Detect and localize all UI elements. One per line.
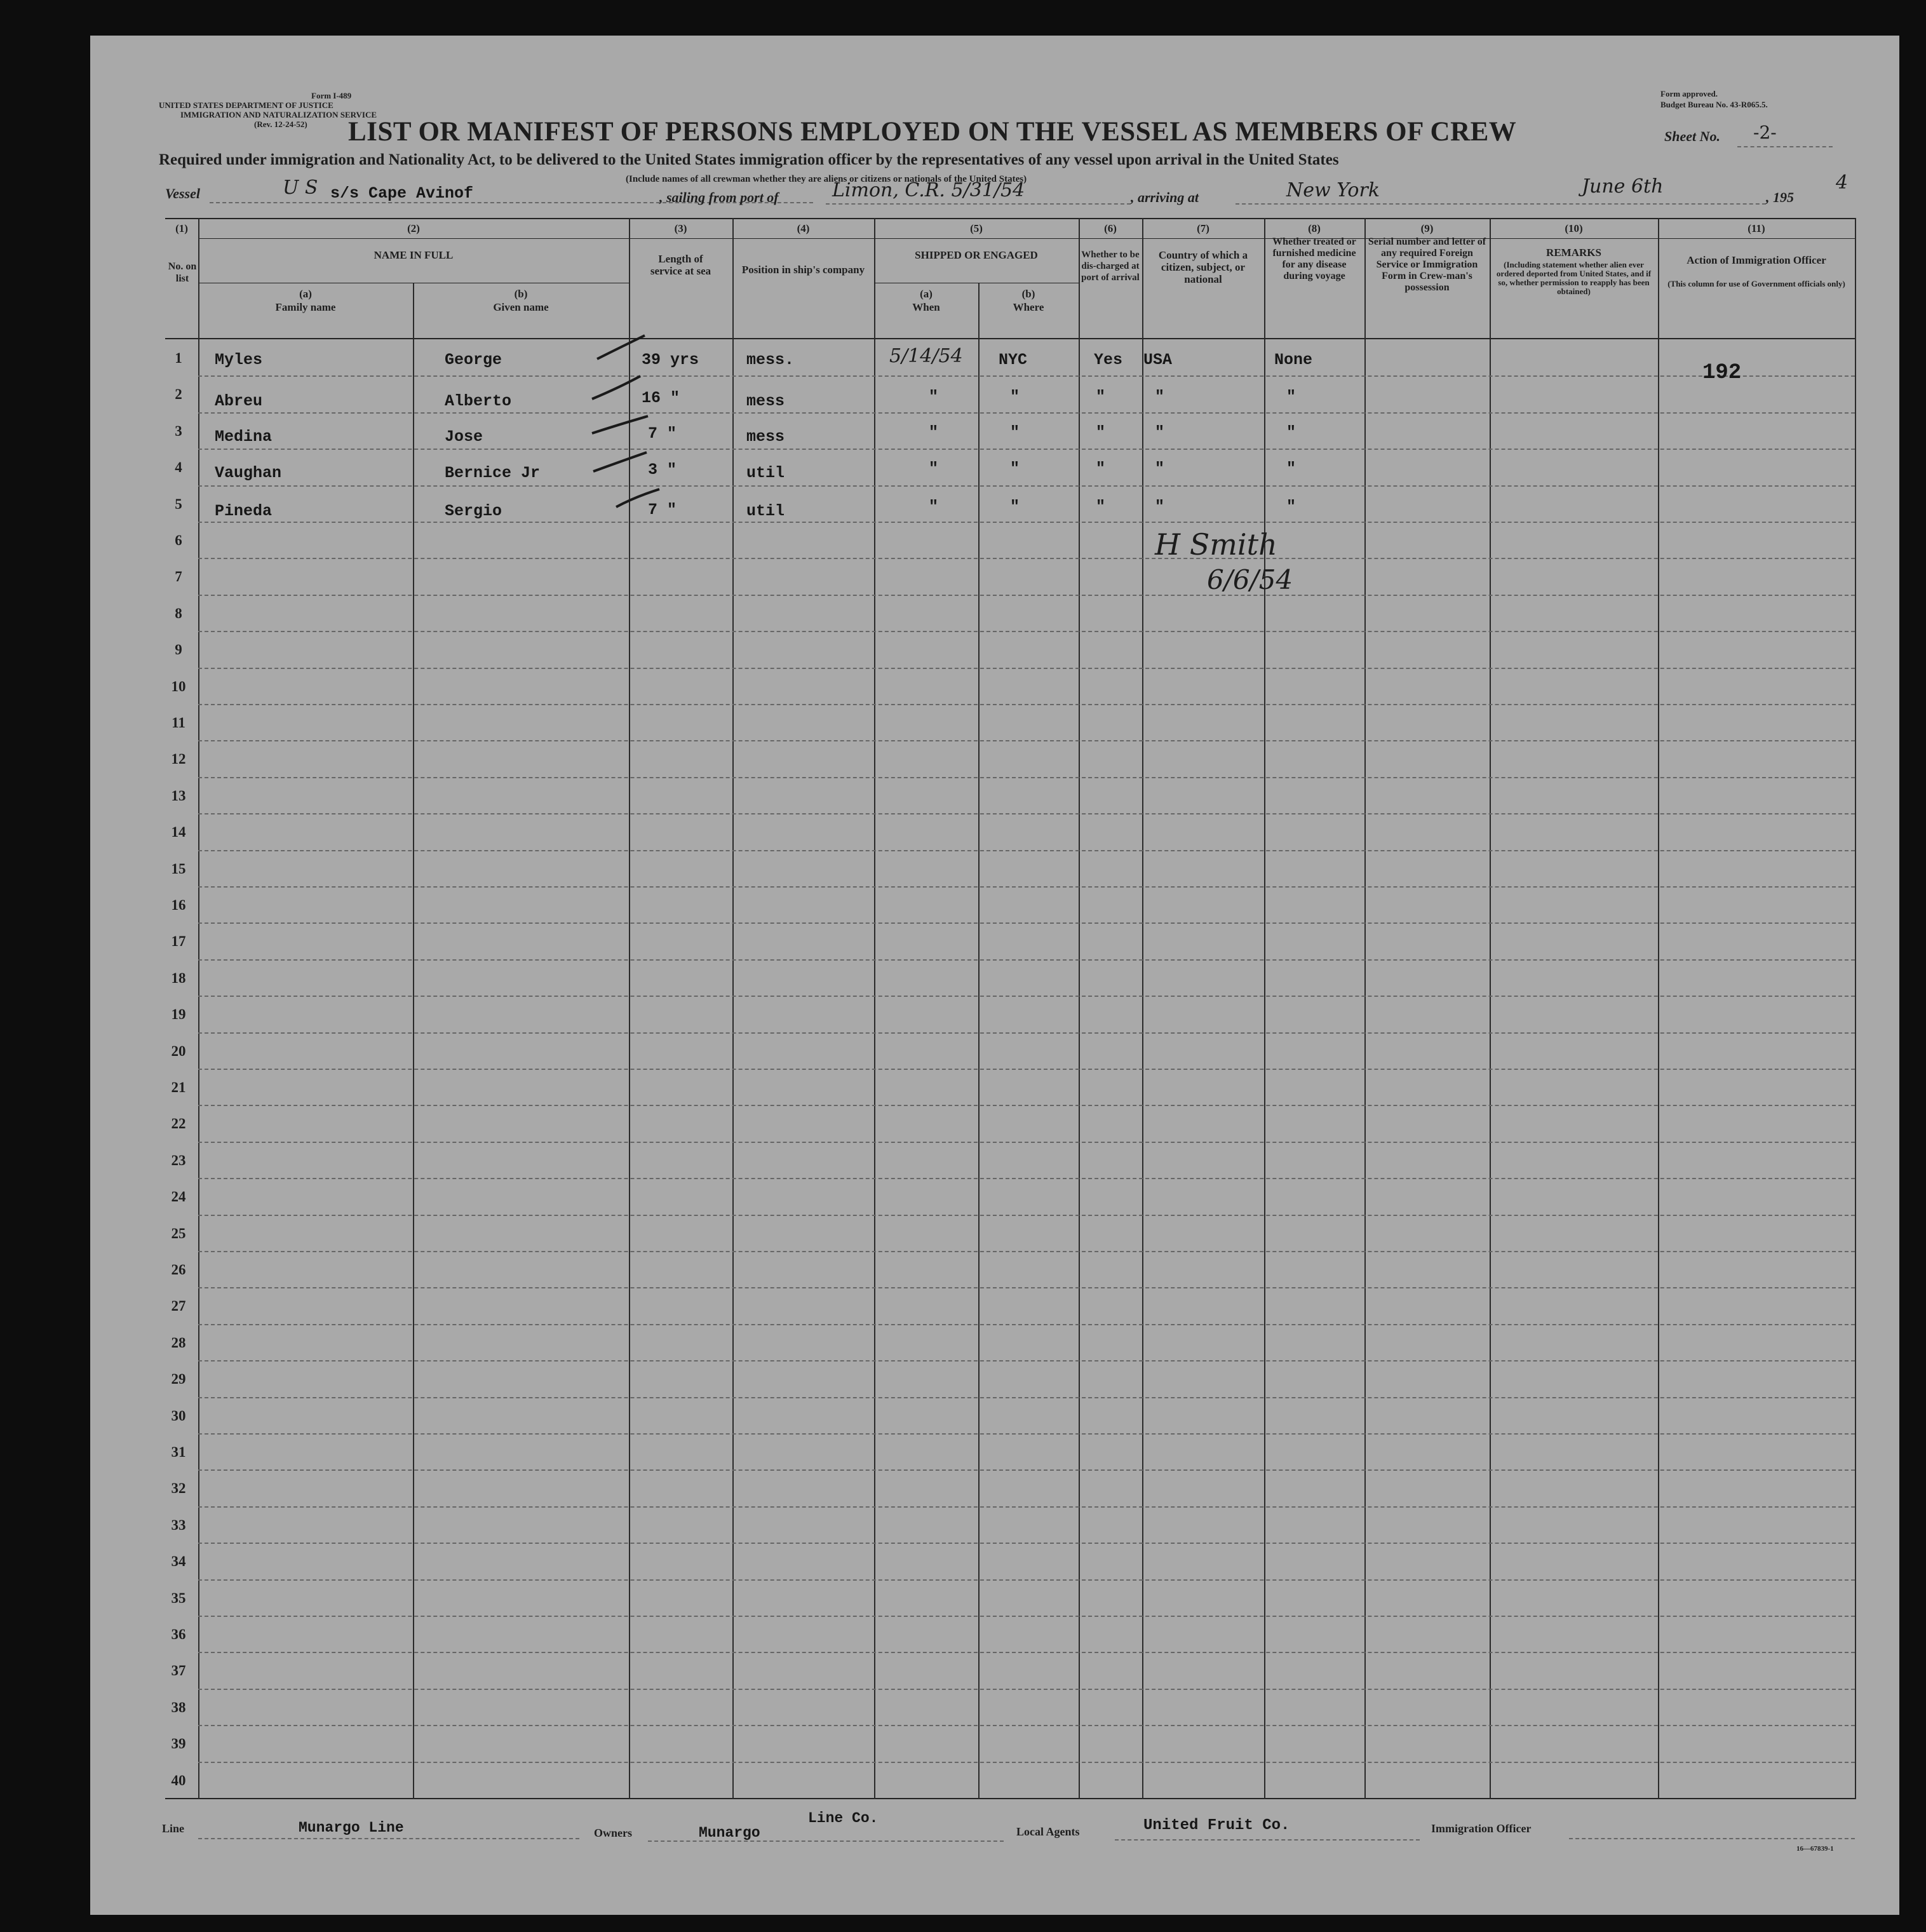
line-value: Munargo Line xyxy=(299,1820,404,1836)
port-line xyxy=(826,203,1131,205)
medicine: " xyxy=(1286,497,1296,516)
when-header: When xyxy=(912,301,940,313)
row-number: 32 xyxy=(171,1480,186,1496)
row-number: 18 xyxy=(171,970,186,986)
vessel-label: Vessel xyxy=(165,186,200,201)
official-number: 192 xyxy=(1702,361,1742,385)
row-line xyxy=(198,1579,1855,1581)
arrival-date: June 6th xyxy=(1582,175,1664,198)
shipped-when: " xyxy=(929,388,939,406)
row-number: 27 xyxy=(171,1298,186,1314)
row-line xyxy=(198,922,1855,924)
shipped-when: 5/14/54 xyxy=(889,345,963,367)
row-line xyxy=(198,522,1855,523)
col-num-2: (2) xyxy=(407,222,420,234)
row-number: 21 xyxy=(171,1079,186,1095)
medicine: None xyxy=(1274,351,1313,369)
row-line xyxy=(198,375,1855,377)
action-note: (This column for use of Government officials only) xyxy=(1667,279,1845,288)
row-number: 26 xyxy=(171,1262,186,1278)
family-name: Pineda xyxy=(215,502,273,520)
col-line xyxy=(1142,218,1143,1799)
row-number: 9 xyxy=(175,642,182,658)
row-number: 38 xyxy=(171,1699,186,1715)
include-note: (Include names of all crewman whether they are aliens or citizens or nationals of the United States) xyxy=(626,174,1027,184)
family-name-header: Family name xyxy=(275,301,336,313)
where-header: Where xyxy=(1013,301,1044,313)
medicine-header: Whether treated or furnished medicine for any disease during voyage xyxy=(1272,236,1356,281)
row-number: 4 xyxy=(175,459,182,475)
row-number: 22 xyxy=(171,1116,186,1132)
row-line xyxy=(198,1506,1855,1508)
row-line xyxy=(198,813,1855,814)
where-b: (b) xyxy=(1021,288,1035,300)
given-name: Alberto xyxy=(445,392,512,410)
country: " xyxy=(1155,388,1165,406)
signature-date: 6/6/54 xyxy=(1207,564,1293,595)
position: mess xyxy=(746,428,785,446)
revision: (Rev. 12-24-52) xyxy=(254,119,307,129)
discharge: Yes xyxy=(1094,351,1123,369)
row-line xyxy=(198,1251,1855,1252)
shipped-where: " xyxy=(1010,459,1020,478)
col-num-7: (7) xyxy=(1197,222,1209,234)
sailing-label: , sailing from port of xyxy=(659,189,779,205)
row-number: 34 xyxy=(171,1553,186,1569)
agents-value: United Fruit Co. xyxy=(1143,1817,1290,1834)
row-number: 3 xyxy=(175,423,182,439)
remarks-header: REMARKS xyxy=(1546,247,1601,259)
sheet-number: -2- xyxy=(1753,122,1777,143)
vessel-flag: U S xyxy=(283,177,318,199)
row-line xyxy=(198,1324,1855,1325)
row-line xyxy=(198,996,1855,997)
port-from: Limon, C.R. 5/31/54 xyxy=(832,179,1025,201)
form-approved: Form approved. xyxy=(1660,89,1718,98)
row-line xyxy=(198,1069,1855,1070)
form-title: LIST OR MANIFEST OF PERSONS EMPLOYED ON THE VESSEL AS MEMBERS OF CREW xyxy=(348,117,1517,147)
row-number: 40 xyxy=(171,1773,186,1788)
length-of-service: 16 " xyxy=(642,389,680,407)
family-name: Myles xyxy=(215,351,263,369)
row-number: 23 xyxy=(171,1152,186,1168)
col-line xyxy=(1658,218,1659,1799)
shipped-when: " xyxy=(929,423,939,442)
country: " xyxy=(1155,497,1165,516)
row-line xyxy=(198,1689,1855,1690)
family-a: (a) xyxy=(299,288,312,300)
row-number: 7 xyxy=(175,569,182,584)
line-label: Line xyxy=(162,1822,185,1835)
row-line xyxy=(198,1105,1855,1106)
row-line xyxy=(198,1287,1855,1288)
col-num-8: (8) xyxy=(1308,222,1321,234)
when-a: (a) xyxy=(920,288,933,300)
row-number: 31 xyxy=(171,1444,186,1460)
sheet-line xyxy=(1737,146,1833,147)
row-number: 39 xyxy=(171,1736,186,1752)
col-line xyxy=(1490,218,1491,1799)
length-of-service: 39 yrs xyxy=(642,351,699,369)
position-header: Position in ship's company xyxy=(741,264,865,276)
row-number: 29 xyxy=(171,1371,186,1387)
col-num-4: (4) xyxy=(797,222,810,234)
row-number: 2 xyxy=(175,386,182,402)
col-num-3: (3) xyxy=(674,222,687,234)
row-number: 1 xyxy=(175,350,182,366)
department: UNITED STATES DEPARTMENT OF JUSTICE xyxy=(159,100,333,110)
row-number: 5 xyxy=(175,496,182,512)
row-line xyxy=(198,886,1855,888)
length-of-service: 3 " xyxy=(648,461,677,479)
row-line xyxy=(198,850,1855,851)
country: " xyxy=(1155,459,1165,478)
col-line xyxy=(413,283,414,1799)
row-line xyxy=(198,1397,1855,1398)
remarks-note: (Including statement whether alien ever ordered deported from United States, and if so, whether permission to reapply has been obtained) xyxy=(1496,260,1652,296)
row-number: 14 xyxy=(171,824,186,840)
row-line xyxy=(198,595,1855,596)
year-prefix: , 195 xyxy=(1766,189,1794,205)
check-marks xyxy=(584,330,673,521)
position: util xyxy=(746,502,785,520)
length-of-service: 7 " xyxy=(648,424,677,443)
agents-label: Local Agents xyxy=(1016,1825,1080,1838)
shipped-header: SHIPPED OR ENGAGED xyxy=(915,249,1038,261)
row-number: 8 xyxy=(175,605,182,621)
discharge: " xyxy=(1096,423,1106,442)
given-b: (b) xyxy=(514,288,528,300)
col-line xyxy=(1855,218,1856,1799)
row-number: 10 xyxy=(171,679,186,694)
shipped-where: " xyxy=(1010,497,1020,516)
year-digit: 4 xyxy=(1836,172,1849,194)
family-name: Medina xyxy=(215,428,273,446)
manifest-sheet xyxy=(90,36,1899,1915)
col-line xyxy=(1079,218,1080,1799)
date-line xyxy=(1544,203,1766,205)
row-line xyxy=(198,1725,1855,1726)
discharge: " xyxy=(1096,459,1106,478)
owners-label: Owners xyxy=(594,1827,632,1839)
form-number: Form I-489 xyxy=(311,91,352,100)
service: IMMIGRATION AND NATURALIZATION SERVICE xyxy=(180,110,377,119)
col-line xyxy=(1264,218,1265,1799)
row-line xyxy=(198,449,1855,450)
shipped-where: " xyxy=(1010,388,1020,406)
col-num-10: (10) xyxy=(1565,222,1583,234)
row-line xyxy=(198,1469,1855,1471)
medicine: " xyxy=(1286,459,1296,478)
position: mess. xyxy=(746,351,795,369)
serial-header: Serial number and letter of any required Foreign Service or Immigration Form in Crew-man's possession xyxy=(1368,236,1486,293)
row-line xyxy=(198,1360,1855,1361)
arriving-port: New York xyxy=(1286,179,1380,201)
row-number: 28 xyxy=(171,1335,186,1351)
col-line xyxy=(874,218,875,1799)
row-line xyxy=(198,777,1855,778)
row-number: 30 xyxy=(171,1408,186,1424)
row-line xyxy=(198,1543,1855,1544)
row-line xyxy=(198,1433,1855,1435)
col-num-9: (9) xyxy=(1420,222,1434,234)
row-number: 19 xyxy=(171,1006,186,1022)
row-number: 24 xyxy=(171,1189,186,1205)
required-statement: Required under immigration and Nationality Act, to be delivered to the United States immigration officer by the representatives of any vessel upon arrival in the United States xyxy=(159,151,1339,168)
row-number: 20 xyxy=(171,1043,186,1059)
country-header: Country of which a citizen, subject, or national xyxy=(1158,249,1248,285)
family-name: Abreu xyxy=(215,392,263,410)
country: USA xyxy=(1143,351,1173,369)
given-name-header: Given name xyxy=(493,301,549,313)
row-number: 15 xyxy=(171,861,186,877)
row-number: 17 xyxy=(171,933,186,949)
row-line xyxy=(198,1652,1855,1653)
row-number: 36 xyxy=(171,1626,186,1642)
row-line xyxy=(198,558,1855,559)
discharge: " xyxy=(1096,388,1106,406)
no-on-list-header: No. on list xyxy=(168,261,197,284)
arriving-line xyxy=(1236,203,1540,205)
row-number: 37 xyxy=(171,1663,186,1679)
row-line xyxy=(198,1762,1855,1763)
row-number: 11 xyxy=(172,715,185,731)
given-name: Jose xyxy=(445,428,483,446)
shipped-where: " xyxy=(1010,423,1020,442)
row-line xyxy=(198,740,1855,741)
given-name: Sergio xyxy=(445,502,502,520)
footer-code: 16—67839-1 xyxy=(1796,1845,1834,1853)
row-line xyxy=(198,485,1855,487)
row-line xyxy=(198,704,1855,705)
shipped-where: NYC xyxy=(999,351,1028,369)
budget-bureau: Budget Bureau No. 43-R065.5. xyxy=(1660,100,1768,109)
col-num-5: (5) xyxy=(970,222,983,234)
name-in-full-header: NAME IN FULL xyxy=(374,249,454,261)
row-line xyxy=(198,1215,1855,1216)
discharged-header: Whether to be dis-charged at port of arrival xyxy=(1081,250,1140,283)
table-top-border xyxy=(165,218,1855,219)
col-line xyxy=(978,283,980,1799)
row-number: 16 xyxy=(171,897,186,913)
row-line xyxy=(198,412,1855,414)
country: " xyxy=(1155,423,1165,442)
col-line xyxy=(732,218,734,1799)
action-header: Action of Immigration Officer xyxy=(1687,254,1826,266)
given-name: George xyxy=(445,351,502,369)
col-num-6: (6) xyxy=(1104,222,1117,234)
owners-value-line2: Munargo xyxy=(699,1825,760,1841)
shipped-when: " xyxy=(929,459,939,478)
row-line xyxy=(198,959,1855,961)
sheet-label: Sheet No. xyxy=(1664,128,1720,144)
position: util xyxy=(746,464,785,482)
row-number: 13 xyxy=(171,788,186,804)
agents-underline xyxy=(1115,1839,1420,1841)
row-line xyxy=(198,1616,1855,1617)
row-line xyxy=(198,1032,1855,1034)
medicine: " xyxy=(1286,423,1296,442)
medicine: " xyxy=(1286,388,1296,406)
row-number: 25 xyxy=(171,1226,186,1241)
officer-label: Immigration Officer xyxy=(1431,1822,1532,1835)
table-bottom-border xyxy=(165,1798,1855,1799)
given-name: Bernice Jr xyxy=(445,464,541,482)
row-number: 6 xyxy=(175,532,182,548)
row-number: 12 xyxy=(171,751,186,767)
row-number: 33 xyxy=(171,1517,186,1533)
col-num-11: (11) xyxy=(1748,222,1765,234)
col-line xyxy=(1364,218,1366,1799)
column-number-divider xyxy=(198,238,1855,239)
length-of-service: 7 " xyxy=(648,501,677,519)
owners-value-line1: Line Co. xyxy=(808,1810,879,1827)
length-header: Length of service at sea xyxy=(650,253,711,277)
row-line xyxy=(198,668,1855,669)
arriving-label: , arriving at xyxy=(1131,189,1199,205)
header-bottom-border xyxy=(165,338,1855,339)
family-name: Vaughan xyxy=(215,464,282,482)
vessel-name: s/s Cape Avinof xyxy=(330,184,474,203)
row-number: 35 xyxy=(171,1590,186,1606)
row-line xyxy=(198,631,1855,632)
discharge: " xyxy=(1096,497,1106,516)
line-underline xyxy=(198,1838,579,1839)
position: mess xyxy=(746,392,785,410)
row-line xyxy=(198,1178,1855,1179)
officer-signature: H Smith xyxy=(1155,527,1277,562)
col-num-1: (1) xyxy=(175,222,188,234)
row-line xyxy=(198,1142,1855,1143)
shipped-when: " xyxy=(929,497,939,516)
officer-underline xyxy=(1569,1838,1855,1839)
